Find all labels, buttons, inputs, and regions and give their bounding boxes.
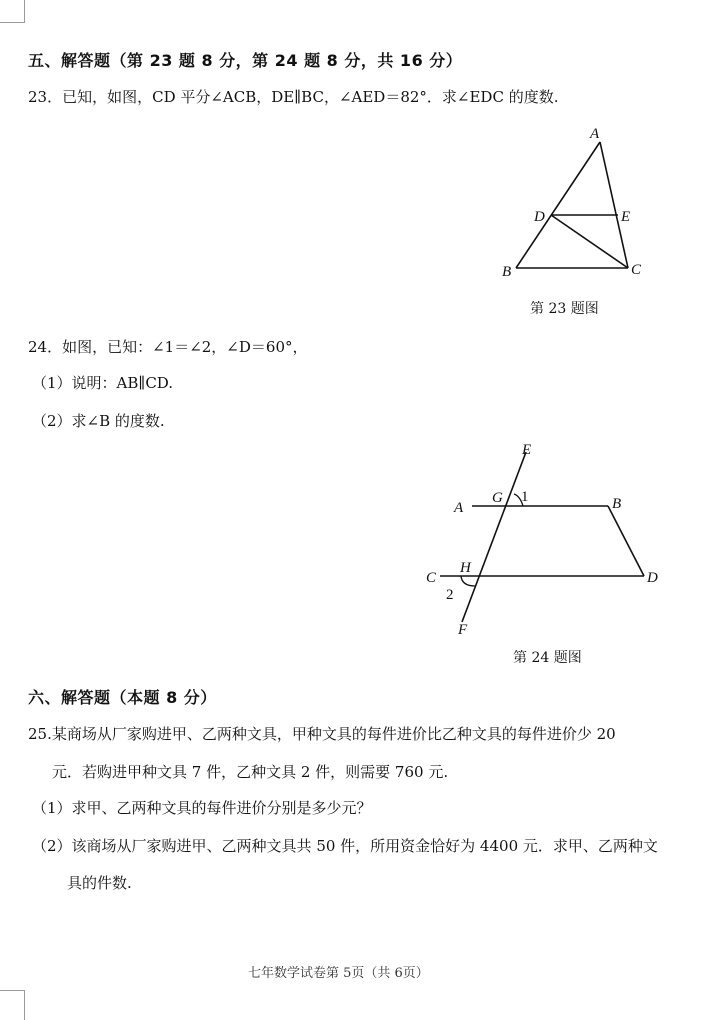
q24-text: 24．如图，已知：∠1＝∠2，∠D＝60°， <box>28 338 308 356</box>
q24-part2: （2）求∠B 的度数. <box>32 412 165 430</box>
q24-label-B: B <box>612 496 622 512</box>
q24-label-A: A <box>454 500 464 516</box>
q24-label-E: E <box>522 442 532 458</box>
q24-part1: （1）说明：AB∥CD. <box>32 374 174 392</box>
q24-line-BD <box>608 506 644 576</box>
q24-label-G: G <box>492 490 503 506</box>
q24-figure <box>420 436 670 641</box>
q24-label-2: 2 <box>446 587 454 603</box>
section-6-title: 六、解答题（本题 8 分） <box>28 688 217 707</box>
q24-label-1: 1 <box>521 489 529 505</box>
q24-label-D: D <box>647 570 658 586</box>
corner-mark-top-left <box>0 0 25 23</box>
q24-angle-2-arc <box>461 576 475 586</box>
q23-label-E: E <box>621 209 631 225</box>
q25-line1: 25.某商场从厂家购进甲、乙两种文具，甲种文具的每件进价比乙种文具的每件进价少 20 <box>28 725 616 743</box>
q23-figure <box>490 118 660 283</box>
corner-mark-bottom-left <box>0 990 25 1020</box>
q23-caption: 第 23 题图 <box>530 301 599 317</box>
q24-line-EF <box>462 452 526 622</box>
section-5-title: 五、解答题（第 23 题 8 分，第 24 题 8 分，共 16 分） <box>28 51 463 70</box>
q25-line2: 元．若购进甲种文具 7 件，乙种文具 2 件，则需要 760 元. <box>52 763 449 781</box>
page-footer: 七年数学试卷第 5页（共 6页） <box>248 966 429 981</box>
q23-line-AC <box>600 142 631 268</box>
q23-label-C: C <box>631 262 642 278</box>
q25-part1: （1）求甲、乙两种文具的每件进价分别是多少元？ <box>32 799 372 817</box>
q23-text: 23．已知，如图，CD 平分∠ACB，DE∥BC，∠AED＝82°．求∠EDC 的度数. <box>28 88 559 106</box>
q24-label-C: C <box>426 570 437 586</box>
q24-label-H: H <box>460 560 471 576</box>
q23-line-DC <box>551 215 628 268</box>
q25-part2-line1: （2）该商场从厂家购进甲、乙两种文具共 50 件，所用资金恰好为 4400 元．求甲、乙两种文 <box>32 837 658 855</box>
q23-label-D: D <box>534 209 545 225</box>
q25-part2-line2: 具的件数. <box>67 874 132 892</box>
q23-label-B: B <box>502 264 512 280</box>
q24-label-F: F <box>458 622 468 638</box>
q23-line-AB <box>516 142 600 268</box>
q23-label-A: A <box>590 126 600 142</box>
q24-caption: 第 24 题图 <box>513 650 582 666</box>
